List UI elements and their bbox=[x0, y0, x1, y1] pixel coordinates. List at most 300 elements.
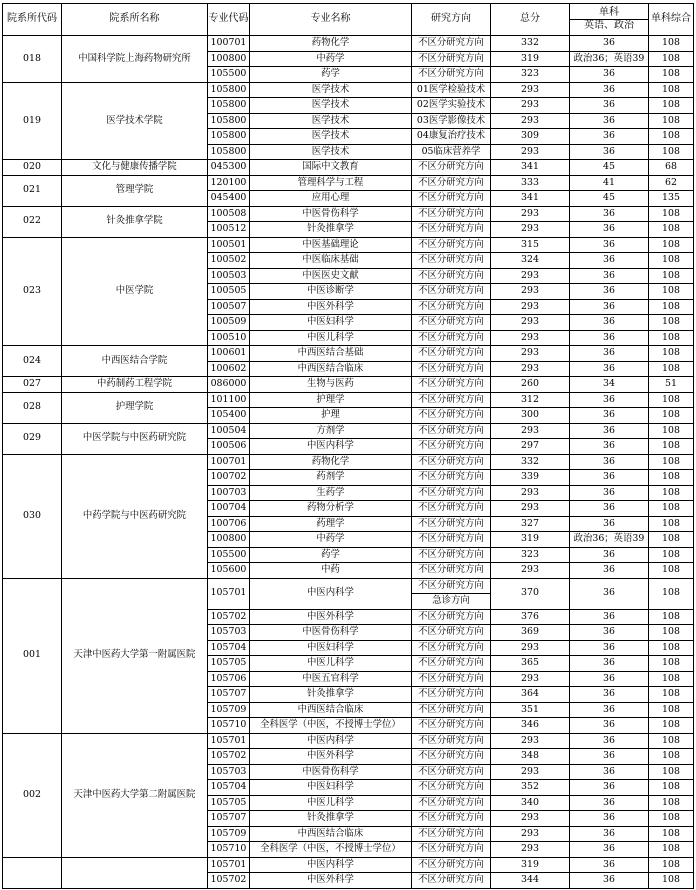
single-comprehensive-cell: 108 bbox=[649, 423, 694, 439]
direction-cell: 不区分研究方向 bbox=[412, 795, 491, 811]
table-row bbox=[3, 82, 694, 98]
total-score-cell: 293 bbox=[491, 361, 570, 377]
header-major-code: 专业代码 bbox=[208, 4, 250, 36]
table-row bbox=[3, 733, 694, 749]
english-politics-cell: 36 bbox=[570, 67, 649, 83]
direction-cell: 不区分研究方向 bbox=[412, 640, 491, 656]
dept-name-cell: 天津中医药大学第二附属医院 bbox=[62, 733, 208, 857]
single-comprehensive-cell: 108 bbox=[649, 640, 694, 656]
major-name-cell: 中医骨伤科学 bbox=[250, 206, 412, 222]
major-name-cell: 中西医结合基础 bbox=[250, 346, 412, 362]
total-score-cell: 293 bbox=[491, 222, 570, 238]
single-comprehensive-cell: 108 bbox=[649, 780, 694, 796]
english-politics-cell: 36 bbox=[570, 687, 649, 703]
table-row bbox=[3, 36, 694, 52]
major-name-cell: 中医骨伤科学 bbox=[250, 625, 412, 641]
english-politics-cell: 36 bbox=[570, 129, 649, 145]
direction-cell: 不区分研究方向 bbox=[412, 268, 491, 284]
english-politics-cell: 36 bbox=[570, 454, 649, 470]
single-comprehensive-cell: 108 bbox=[649, 454, 694, 470]
dept-name-cell: 针灸推拿学院 bbox=[62, 206, 208, 237]
header-single-subject-bottom: 英语、政治 bbox=[584, 20, 634, 31]
direction-cell: 不区分研究方向 bbox=[412, 826, 491, 842]
major-name-cell: 中医妇科学 bbox=[250, 315, 412, 331]
total-score-cell: 293 bbox=[491, 113, 570, 129]
english-politics-cell: 36 bbox=[570, 516, 649, 532]
total-score-cell: 346 bbox=[491, 718, 570, 734]
total-score-cell: 344 bbox=[491, 873, 570, 889]
major-name-cell: 药剂学 bbox=[250, 470, 412, 486]
dept-name-cell: 中药制药工程学院 bbox=[62, 377, 208, 393]
single-comprehensive-cell: 108 bbox=[649, 671, 694, 687]
english-politics-cell: 36 bbox=[570, 284, 649, 300]
major-name-cell: 药学 bbox=[250, 67, 412, 83]
single-comprehensive-cell: 108 bbox=[649, 749, 694, 765]
english-politics-cell: 36 bbox=[570, 640, 649, 656]
single-comprehensive-cell: 108 bbox=[649, 98, 694, 114]
direction-cell: 03医学影像技术 bbox=[412, 113, 491, 129]
major-name-cell: 中医五官科学 bbox=[250, 671, 412, 687]
major-name-cell: 中西医结合临床 bbox=[250, 361, 412, 377]
major-name-cell: 医学技术 bbox=[250, 144, 412, 160]
single-comprehensive-cell: 108 bbox=[649, 67, 694, 83]
single-comprehensive-cell: 108 bbox=[649, 733, 694, 749]
total-score-cell: 323 bbox=[491, 67, 570, 83]
total-score-cell: 324 bbox=[491, 253, 570, 269]
direction-cell: 不区分研究方向 bbox=[412, 377, 491, 393]
major-name-cell: 针灸推拿学 bbox=[250, 687, 412, 703]
dept-name-cell: 天津中医药大学第一附属医院 bbox=[62, 578, 208, 733]
header-total-score: 总分 bbox=[491, 4, 570, 36]
direction-cell: 不区分研究方向 bbox=[412, 36, 491, 52]
english-politics-cell: 36 bbox=[570, 811, 649, 827]
dept-name-cell: 管理学院 bbox=[62, 175, 208, 206]
total-score-cell: 341 bbox=[491, 191, 570, 207]
total-score-cell: 351 bbox=[491, 702, 570, 718]
english-politics-cell: 36 bbox=[570, 315, 649, 331]
english-politics-cell: 45 bbox=[570, 191, 649, 207]
major-code-cell: 105500 bbox=[208, 67, 250, 83]
english-politics-cell: 36 bbox=[570, 501, 649, 517]
single-comprehensive-cell: 108 bbox=[649, 284, 694, 300]
english-politics-cell: 36 bbox=[570, 98, 649, 114]
direction-cell: 不区分研究方向 bbox=[412, 51, 491, 67]
english-politics-cell: 36 bbox=[570, 485, 649, 501]
total-score-cell: 293 bbox=[491, 315, 570, 331]
english-politics-cell: 36 bbox=[570, 656, 649, 672]
total-score-cell: 293 bbox=[491, 330, 570, 346]
direction-cell: 不区分研究方向 bbox=[412, 547, 491, 563]
english-politics-cell: 36 bbox=[570, 764, 649, 780]
major-name-cell: 中医儿科学 bbox=[250, 330, 412, 346]
total-score-cell: 376 bbox=[491, 609, 570, 625]
major-name-cell: 生药学 bbox=[250, 485, 412, 501]
total-score-cell: 293 bbox=[491, 98, 570, 114]
dept-code-cell bbox=[3, 857, 62, 888]
total-score-cell: 340 bbox=[491, 795, 570, 811]
table-row bbox=[3, 175, 694, 191]
major-name-cell: 护理 bbox=[250, 408, 412, 424]
major-name-cell: 中医医史文献 bbox=[250, 268, 412, 284]
major-code-cell: 105703 bbox=[208, 764, 250, 780]
single-comprehensive-cell: 108 bbox=[649, 237, 694, 253]
direction-line-2: 急诊方向 bbox=[432, 595, 470, 606]
major-code-cell: 105703 bbox=[208, 625, 250, 641]
direction-cell: 不区分研究方向 bbox=[412, 516, 491, 532]
major-name-cell: 医学技术 bbox=[250, 82, 412, 98]
major-name-cell: 中医外科学 bbox=[250, 609, 412, 625]
table-row bbox=[3, 160, 694, 176]
single-comprehensive-cell: 108 bbox=[649, 439, 694, 455]
table-row bbox=[3, 857, 694, 873]
english-politics-cell: 36 bbox=[570, 842, 649, 858]
single-comprehensive-cell: 108 bbox=[649, 516, 694, 532]
direction-cell: 不区分研究方向 bbox=[412, 718, 491, 734]
single-comprehensive-cell: 108 bbox=[649, 113, 694, 129]
single-comprehensive-cell: 135 bbox=[649, 191, 694, 207]
major-name-cell: 全科医学（中医，不授博士学位） bbox=[250, 842, 412, 858]
dept-code-cell: 001 bbox=[3, 578, 62, 733]
direction-line-1: 不区分研究方向 bbox=[412, 579, 490, 595]
direction-cell: 不区分研究方向 bbox=[412, 299, 491, 315]
major-code-cell: 100502 bbox=[208, 253, 250, 269]
major-code-cell: 105706 bbox=[208, 671, 250, 687]
single-comprehensive-cell: 108 bbox=[649, 268, 694, 284]
direction-cell: 不区分研究方向 bbox=[412, 392, 491, 408]
total-score-cell: 364 bbox=[491, 687, 570, 703]
major-code-cell: 100508 bbox=[208, 206, 250, 222]
english-politics-cell: 36 bbox=[570, 144, 649, 160]
major-code-cell: 086000 bbox=[208, 377, 250, 393]
english-politics-cell: 36 bbox=[570, 346, 649, 362]
header-major-name: 专业名称 bbox=[250, 4, 412, 36]
single-comprehensive-cell: 108 bbox=[649, 532, 694, 548]
major-code-cell: 105707 bbox=[208, 687, 250, 703]
single-comprehensive-cell: 108 bbox=[649, 51, 694, 67]
header-dept-code: 院系所代码 bbox=[3, 4, 62, 36]
dept-name-cell: 护理学院 bbox=[62, 392, 208, 423]
single-comprehensive-cell: 108 bbox=[649, 408, 694, 424]
total-score-cell: 369 bbox=[491, 625, 570, 641]
english-politics-cell: 36 bbox=[570, 749, 649, 765]
major-name-cell: 针灸推拿学 bbox=[250, 222, 412, 238]
single-comprehensive-cell: 108 bbox=[649, 392, 694, 408]
direction-cell: 不区分研究方向 bbox=[412, 764, 491, 780]
english-politics-cell: 36 bbox=[570, 826, 649, 842]
english-politics-cell: 36 bbox=[570, 361, 649, 377]
major-name-cell: 中药 bbox=[250, 563, 412, 579]
single-comprehensive-cell: 62 bbox=[649, 175, 694, 191]
major-code-cell: 105705 bbox=[208, 795, 250, 811]
english-politics-cell: 36 bbox=[570, 780, 649, 796]
major-name-cell: 管理科学与工程 bbox=[250, 175, 412, 191]
major-name-cell: 全科医学（中医，不授博士学位） bbox=[250, 718, 412, 734]
major-name-cell: 中医内科学 bbox=[250, 857, 412, 873]
dept-code-cell: 022 bbox=[3, 206, 62, 237]
single-comprehensive-cell: 108 bbox=[649, 873, 694, 889]
direction-cell: 不区分研究方向 bbox=[412, 439, 491, 455]
table-row bbox=[3, 578, 694, 609]
english-politics-cell: 41 bbox=[570, 175, 649, 191]
direction-cell: 不区分研究方向 bbox=[412, 454, 491, 470]
major-name-cell: 医学技术 bbox=[250, 113, 412, 129]
single-comprehensive-cell: 108 bbox=[649, 764, 694, 780]
major-code-cell: 105710 bbox=[208, 718, 250, 734]
major-code-cell: 100512 bbox=[208, 222, 250, 238]
total-score-cell: 348 bbox=[491, 749, 570, 765]
major-name-cell: 中医儿科学 bbox=[250, 656, 412, 672]
direction-cell: 不区分研究方向 bbox=[412, 346, 491, 362]
direction-cell: 不区分研究方向 bbox=[412, 625, 491, 641]
total-score-cell: 260 bbox=[491, 377, 570, 393]
single-comprehensive-cell: 108 bbox=[649, 485, 694, 501]
direction-cell: 不区分研究方向 bbox=[412, 842, 491, 858]
direction-cell: 不区分研究方向 bbox=[412, 408, 491, 424]
major-code-cell: 105400 bbox=[208, 408, 250, 424]
english-politics-cell: 45 bbox=[570, 160, 649, 176]
english-politics-cell: 36 bbox=[570, 82, 649, 98]
major-name-cell: 中医外科学 bbox=[250, 749, 412, 765]
english-politics-cell: 36 bbox=[570, 222, 649, 238]
dept-name-cell: 中医学院与中医药研究院 bbox=[62, 423, 208, 454]
single-comprehensive-cell: 108 bbox=[649, 206, 694, 222]
single-comprehensive-cell: 108 bbox=[649, 811, 694, 827]
major-code-cell: 100503 bbox=[208, 268, 250, 284]
major-code-cell: 105702 bbox=[208, 749, 250, 765]
major-name-cell: 应用心理 bbox=[250, 191, 412, 207]
total-score-cell: 293 bbox=[491, 671, 570, 687]
total-score-cell: 312 bbox=[491, 392, 570, 408]
single-comprehensive-cell: 108 bbox=[649, 857, 694, 873]
major-name-cell: 中医诊断学 bbox=[250, 284, 412, 300]
major-code-cell: 100504 bbox=[208, 423, 250, 439]
major-name-cell: 中药学 bbox=[250, 51, 412, 67]
dept-code-cell: 027 bbox=[3, 377, 62, 393]
dept-code-cell: 030 bbox=[3, 454, 62, 578]
direction-cell: 不区分研究方向 bbox=[412, 470, 491, 486]
direction-cell: 不区分研究方向 bbox=[412, 609, 491, 625]
direction-cell: 不区分研究方向 bbox=[412, 284, 491, 300]
english-politics-cell: 36 bbox=[570, 253, 649, 269]
table-row bbox=[3, 377, 694, 393]
english-politics-cell: 36 bbox=[570, 113, 649, 129]
english-politics-cell: 36 bbox=[570, 423, 649, 439]
major-name-cell: 中医外科学 bbox=[250, 873, 412, 889]
admission-table-wrapper bbox=[2, 3, 694, 889]
major-code-cell: 105701 bbox=[208, 733, 250, 749]
single-comprehensive-cell: 51 bbox=[649, 377, 694, 393]
dept-code-cell: 018 bbox=[3, 36, 62, 83]
total-score-cell: 370 bbox=[491, 578, 570, 609]
dept-name-cell: 中国科学院上海药物研究所 bbox=[62, 36, 208, 83]
english-politics-cell: 36 bbox=[570, 36, 649, 52]
direction-cell: 不区分研究方向 bbox=[412, 501, 491, 517]
single-comprehensive-cell: 108 bbox=[649, 82, 694, 98]
single-comprehensive-cell: 108 bbox=[649, 625, 694, 641]
dept-code-cell: 024 bbox=[3, 346, 62, 377]
total-score-cell: 319 bbox=[491, 51, 570, 67]
major-name-cell: 中西医结合临床 bbox=[250, 826, 412, 842]
single-comprehensive-cell: 108 bbox=[649, 346, 694, 362]
major-code-cell: 105800 bbox=[208, 82, 250, 98]
direction-cell: 不区分研究方向 bbox=[412, 160, 491, 176]
major-code-cell: 105705 bbox=[208, 656, 250, 672]
direction-cell: 不区分研究方向 bbox=[412, 237, 491, 253]
dept-code-cell: 021 bbox=[3, 175, 62, 206]
single-comprehensive-cell: 108 bbox=[649, 609, 694, 625]
direction-cell: 不区分研究方向 bbox=[412, 361, 491, 377]
major-code-cell: 045400 bbox=[208, 191, 250, 207]
major-code-cell: 100800 bbox=[208, 51, 250, 67]
total-score-cell: 332 bbox=[491, 454, 570, 470]
major-code-cell: 105701 bbox=[208, 857, 250, 873]
major-code-cell: 100501 bbox=[208, 237, 250, 253]
english-politics-cell: 36 bbox=[570, 206, 649, 222]
total-score-cell: 323 bbox=[491, 547, 570, 563]
major-name-cell: 中医基础理论 bbox=[250, 237, 412, 253]
total-score-cell: 293 bbox=[491, 640, 570, 656]
header-single-subject bbox=[570, 4, 649, 36]
english-politics-cell: 36 bbox=[570, 392, 649, 408]
english-politics-cell: 36 bbox=[570, 609, 649, 625]
major-name-cell: 中医内科学 bbox=[250, 439, 412, 455]
english-politics-cell: 36 bbox=[570, 330, 649, 346]
total-score-cell: 293 bbox=[491, 501, 570, 517]
major-code-cell: 105500 bbox=[208, 547, 250, 563]
dept-name-cell bbox=[62, 857, 208, 888]
major-code-cell: 100701 bbox=[208, 454, 250, 470]
total-score-cell: 300 bbox=[491, 408, 570, 424]
total-score-cell: 365 bbox=[491, 656, 570, 672]
single-comprehensive-cell: 108 bbox=[649, 702, 694, 718]
total-score-cell: 341 bbox=[491, 160, 570, 176]
major-name-cell: 药理学 bbox=[250, 516, 412, 532]
direction-cell: 不区分研究方向 bbox=[412, 67, 491, 83]
english-politics-cell: 36 bbox=[570, 702, 649, 718]
direction-cell: 不区分研究方向 bbox=[412, 315, 491, 331]
single-comprehensive-cell: 108 bbox=[649, 361, 694, 377]
direction-cell bbox=[412, 578, 491, 609]
table-row bbox=[3, 454, 694, 470]
total-score-cell: 293 bbox=[491, 563, 570, 579]
direction-cell: 不区分研究方向 bbox=[412, 687, 491, 703]
major-code-cell: 105704 bbox=[208, 780, 250, 796]
major-code-cell: 045300 bbox=[208, 160, 250, 176]
total-score-cell: 327 bbox=[491, 516, 570, 532]
english-politics-cell: 36 bbox=[570, 439, 649, 455]
major-name-cell: 国际中文教育 bbox=[250, 160, 412, 176]
direction-cell: 05临床营养学 bbox=[412, 144, 491, 160]
direction-cell: 不区分研究方向 bbox=[412, 702, 491, 718]
total-score-cell: 293 bbox=[491, 299, 570, 315]
single-comprehensive-cell: 108 bbox=[649, 578, 694, 609]
english-politics-cell: 36 bbox=[570, 408, 649, 424]
direction-cell: 不区分研究方向 bbox=[412, 656, 491, 672]
single-comprehensive-cell: 108 bbox=[649, 222, 694, 238]
header-single-subject-top: 单科 bbox=[570, 7, 648, 21]
major-code-cell: 105800 bbox=[208, 144, 250, 160]
single-comprehensive-cell: 108 bbox=[649, 687, 694, 703]
english-politics-cell: 36 bbox=[570, 299, 649, 315]
direction-cell: 不区分研究方向 bbox=[412, 330, 491, 346]
major-code-cell: 100506 bbox=[208, 439, 250, 455]
single-comprehensive-cell: 108 bbox=[649, 563, 694, 579]
single-comprehensive-cell: 108 bbox=[649, 547, 694, 563]
major-code-cell: 105707 bbox=[208, 811, 250, 827]
total-score-cell: 293 bbox=[491, 764, 570, 780]
major-name-cell: 药物化学 bbox=[250, 454, 412, 470]
total-score-cell: 297 bbox=[491, 439, 570, 455]
total-score-cell: 319 bbox=[491, 532, 570, 548]
major-code-cell: 100701 bbox=[208, 36, 250, 52]
major-name-cell: 中医妇科学 bbox=[250, 640, 412, 656]
direction-cell: 不区分研究方向 bbox=[412, 485, 491, 501]
header-dept-name: 院系所名称 bbox=[62, 4, 208, 36]
dept-code-cell: 019 bbox=[3, 82, 62, 160]
single-comprehensive-cell: 108 bbox=[649, 299, 694, 315]
dept-name-cell: 中药学院与中医药研究院 bbox=[62, 454, 208, 578]
major-name-cell: 中医骨伤科学 bbox=[250, 764, 412, 780]
total-score-cell: 339 bbox=[491, 470, 570, 486]
total-score-cell: 293 bbox=[491, 284, 570, 300]
direction-cell: 不区分研究方向 bbox=[412, 253, 491, 269]
english-politics-cell: 36 bbox=[570, 547, 649, 563]
major-code-cell: 100601 bbox=[208, 346, 250, 362]
header-row bbox=[3, 4, 694, 36]
major-name-cell: 医学技术 bbox=[250, 129, 412, 145]
total-score-cell: 333 bbox=[491, 175, 570, 191]
direction-cell: 01医学检验技术 bbox=[412, 82, 491, 98]
table-row bbox=[3, 346, 694, 362]
single-comprehensive-cell: 108 bbox=[649, 842, 694, 858]
dept-code-cell: 029 bbox=[3, 423, 62, 454]
single-comprehensive-cell: 108 bbox=[649, 501, 694, 517]
major-name-cell: 针灸推拿学 bbox=[250, 811, 412, 827]
total-score-cell: 315 bbox=[491, 237, 570, 253]
major-code-cell: 105800 bbox=[208, 113, 250, 129]
major-code-cell: 120100 bbox=[208, 175, 250, 191]
header-single-comprehensive: 单科综合 bbox=[649, 4, 694, 36]
admission-score-table bbox=[2, 3, 694, 889]
major-code-cell: 105709 bbox=[208, 702, 250, 718]
major-code-cell: 105800 bbox=[208, 129, 250, 145]
direction-cell: 不区分研究方向 bbox=[412, 857, 491, 873]
single-comprehensive-cell: 108 bbox=[649, 253, 694, 269]
total-score-cell: 293 bbox=[491, 826, 570, 842]
major-code-cell: 100507 bbox=[208, 299, 250, 315]
major-name-cell: 中医儿科学 bbox=[250, 795, 412, 811]
english-politics-cell: 36 bbox=[570, 563, 649, 579]
major-name-cell: 中医内科学 bbox=[250, 733, 412, 749]
direction-cell: 不区分研究方向 bbox=[412, 733, 491, 749]
total-score-cell: 293 bbox=[491, 346, 570, 362]
english-politics-cell: 36 bbox=[570, 795, 649, 811]
table-row bbox=[3, 392, 694, 408]
direction-cell: 不区分研究方向 bbox=[412, 563, 491, 579]
major-name-cell: 中医内科学 bbox=[250, 578, 412, 609]
major-name-cell: 中医妇科学 bbox=[250, 780, 412, 796]
dept-code-cell: 020 bbox=[3, 160, 62, 176]
direction-cell: 04康复治疗技术 bbox=[412, 129, 491, 145]
english-politics-cell: 36 bbox=[570, 718, 649, 734]
total-score-cell: 309 bbox=[491, 129, 570, 145]
major-code-cell: 100703 bbox=[208, 485, 250, 501]
major-name-cell: 中医临床基础 bbox=[250, 253, 412, 269]
english-politics-cell: 36 bbox=[570, 625, 649, 641]
total-score-cell: 293 bbox=[491, 82, 570, 98]
major-code-cell: 100702 bbox=[208, 470, 250, 486]
english-politics-cell: 政治36；英语39 bbox=[570, 51, 649, 67]
